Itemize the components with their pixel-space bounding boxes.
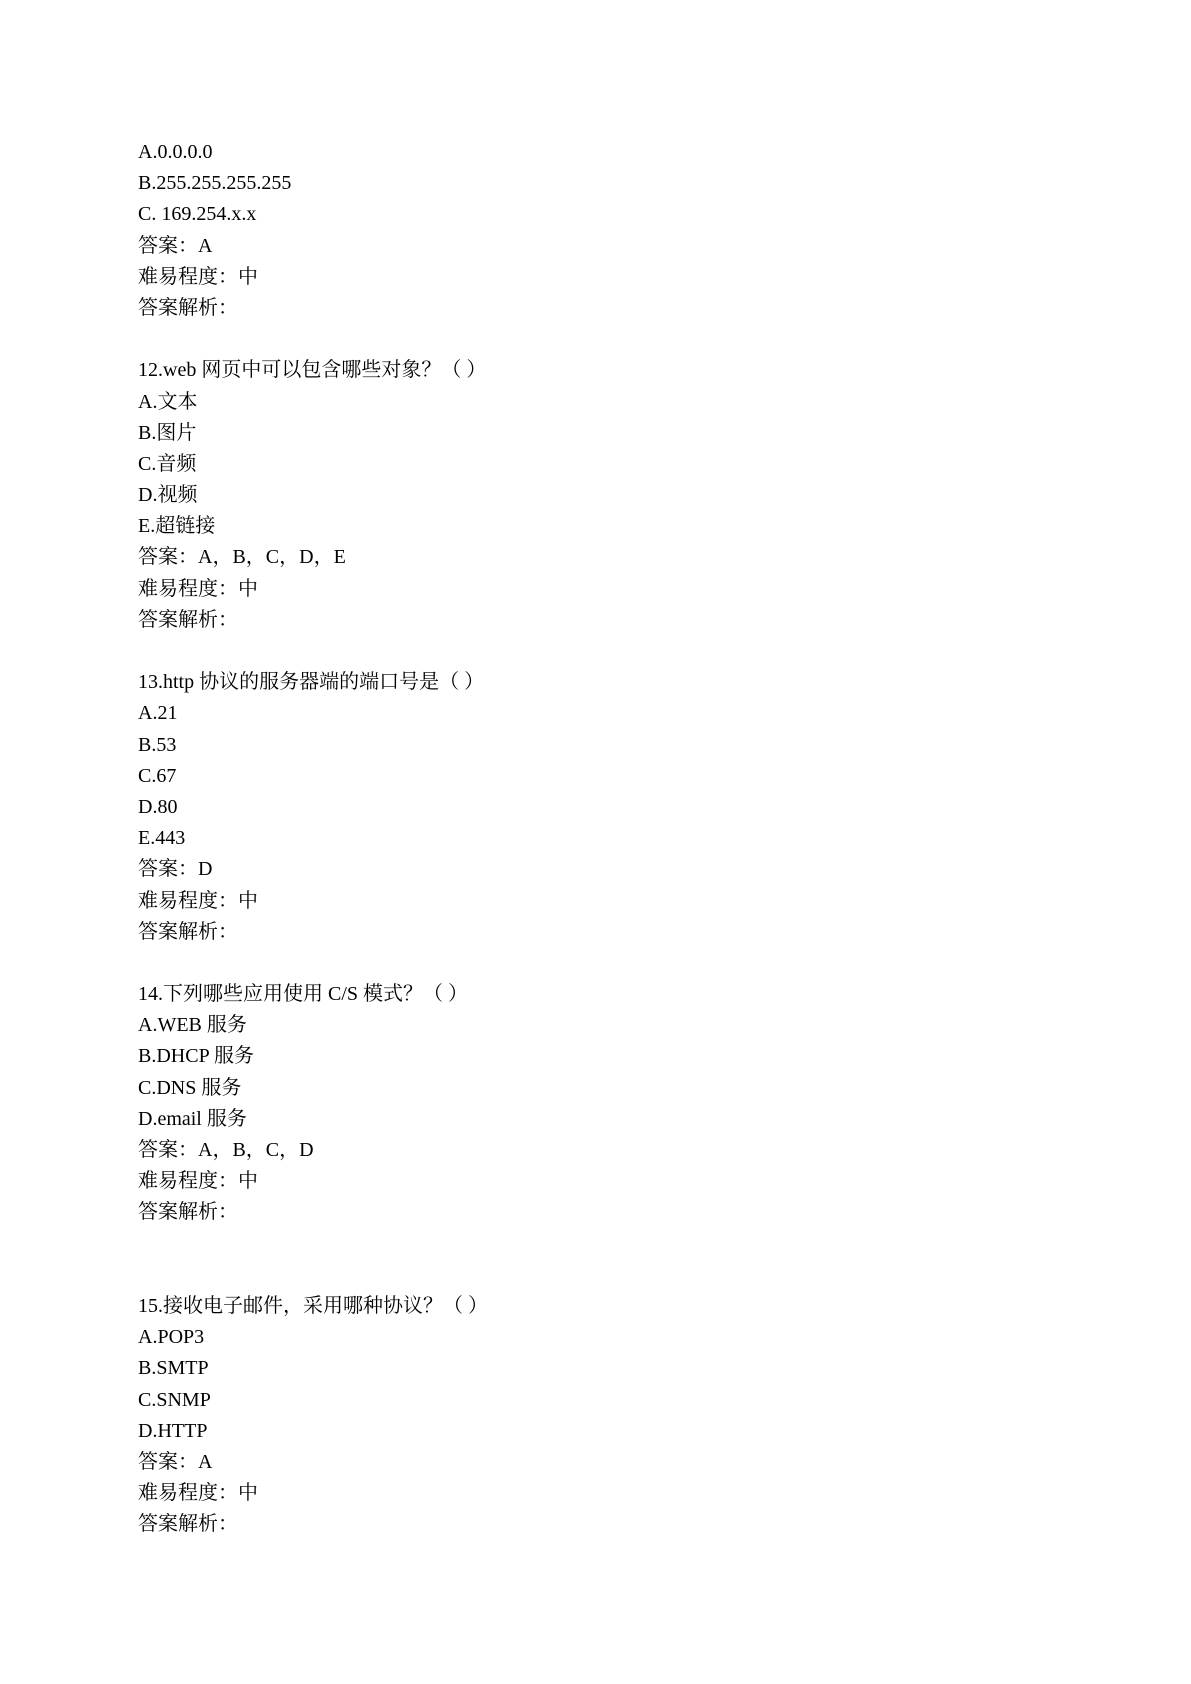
question-text: 12.web 网页中可以包含哪些对象？（ ）	[138, 359, 487, 382]
analysis-line: 答案解析：	[138, 296, 238, 319]
option-a: A.0.0.0.0	[138, 141, 213, 163]
option-a: A.WEB 服务	[138, 1014, 247, 1037]
difficulty-line: 难易程度：中	[138, 1482, 258, 1505]
paragraph-gap	[138, 324, 1038, 355]
question-text: 15.接收电子邮件，采用哪种协议？（ ）	[138, 1294, 488, 1317]
analysis-line: 答案解析：	[138, 1201, 238, 1224]
answer-line: 答案：A，B，C，D，E	[138, 546, 346, 569]
analysis-line: 答案解析：	[138, 920, 238, 943]
answer-line: 答案：A，B，C，D	[138, 1139, 314, 1161]
answer-line: 答案：D	[138, 858, 213, 881]
option-a: A.POP3	[138, 1326, 205, 1349]
option-b: B.图片	[138, 421, 197, 444]
question-12	[138, 355, 1038, 636]
paragraph-gap	[138, 636, 1038, 667]
option-e: E.443	[138, 827, 186, 850]
option-c: C.67	[138, 764, 177, 787]
question-13	[138, 667, 1038, 948]
option-d: D.HTTP	[138, 1419, 208, 1442]
option-c: C. 169.254.x.x	[138, 203, 257, 226]
difficulty-line: 难易程度：中	[138, 1170, 258, 1193]
option-d: D.email 服务	[138, 1107, 247, 1130]
paragraph-gap	[138, 948, 1038, 979]
document-content	[138, 137, 1038, 1540]
option-c: C.SNMP	[138, 1388, 211, 1411]
analysis-line: 答案解析：	[138, 1513, 238, 1536]
difficulty-line: 难易程度：中	[138, 265, 258, 288]
option-d: D.80	[138, 795, 178, 818]
question-text: 14.下列哪些应用使用 C/S 模式？（ ）	[138, 983, 469, 1006]
option-e: E.超链接	[138, 515, 216, 538]
paragraph-gap	[138, 1229, 1038, 1291]
question-15	[138, 1291, 1038, 1541]
answer-line: 答案：A	[138, 234, 213, 257]
difficulty-line: 难易程度：中	[138, 889, 258, 912]
difficulty-line: 难易程度：中	[138, 577, 258, 600]
analysis-line: 答案解析：	[138, 608, 238, 631]
option-c: C.音频	[138, 452, 197, 475]
option-a: A.文本	[138, 390, 198, 413]
option-a: A.21	[138, 702, 178, 725]
question-11-continuation	[138, 137, 1038, 324]
option-d: D.视频	[138, 484, 198, 507]
option-b: B.SMTP	[138, 1357, 209, 1380]
option-b: B.DHCP 服务	[138, 1045, 254, 1068]
question-14	[138, 979, 1038, 1229]
option-b: B.53	[138, 733, 177, 756]
option-c: C.DNS 服务	[138, 1076, 242, 1099]
answer-line: 答案：A	[138, 1450, 213, 1473]
option-b: B.255.255.255.255	[138, 172, 292, 195]
question-text: 13.http 协议的服务器端的端口号是（ ）	[138, 671, 485, 694]
